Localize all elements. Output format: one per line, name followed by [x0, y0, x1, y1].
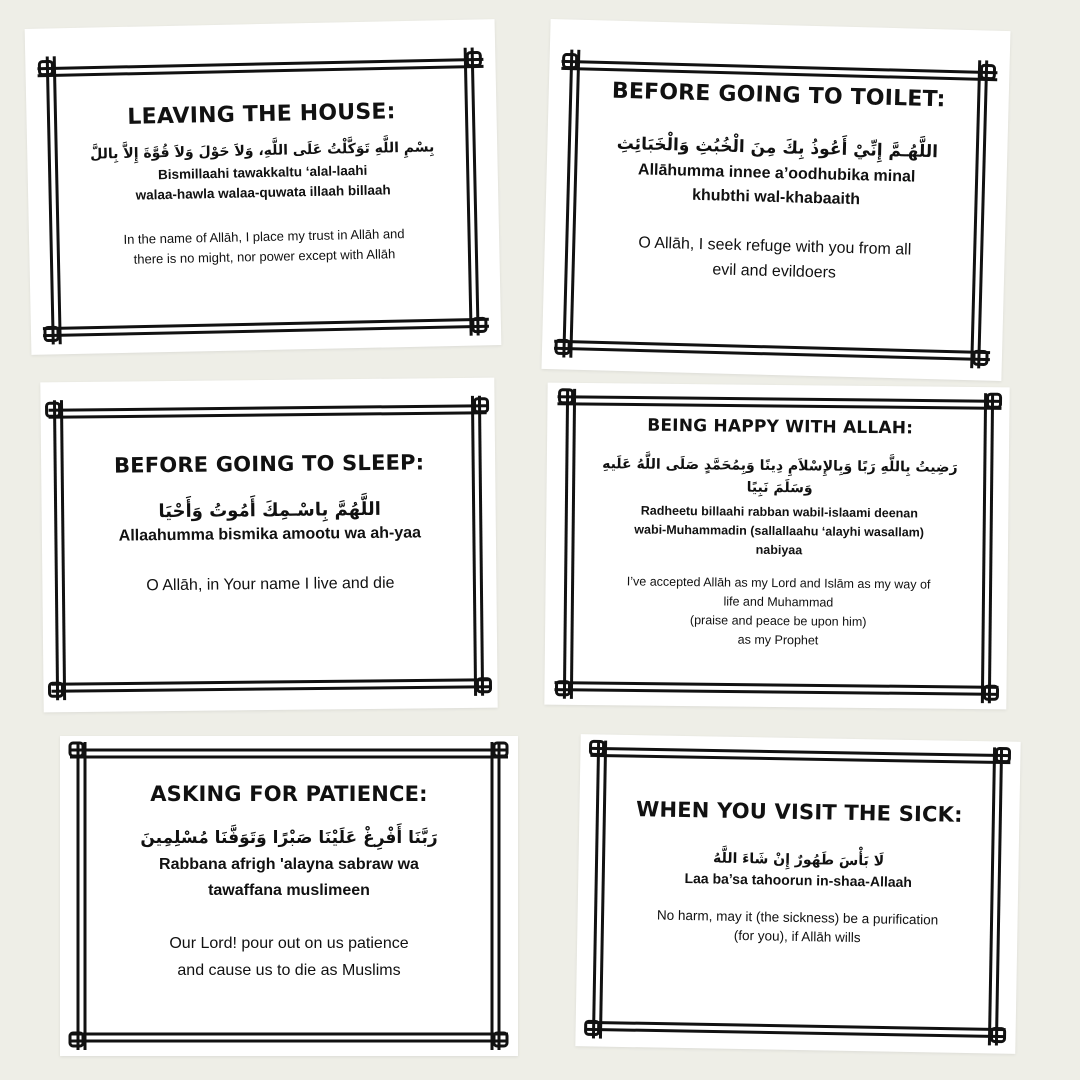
card-title: ASKING FOR PATIENCE: [150, 782, 428, 806]
arabic-dua: لَا بَأْسَ طَهُورٌ إِنْ شَاءَ اللَّهُ [712, 850, 885, 870]
card-title: LEAVING THE HOUSE: [127, 99, 396, 130]
meaning-line: No harm, may it (the sickness) be a purification [656, 907, 939, 928]
card-asking-for-patience [60, 736, 518, 1056]
meaning-line: O Allāh, I seek refuge with you from all [638, 234, 912, 259]
meaning-line: O Allāh, in Your name I live and die [146, 574, 395, 595]
arabic-dua: رَبَّنَا أَفْرِغْ عَلَيْنَا صَبْرًا وَتَوَفَّنَا مُسْلِمِينَ [140, 828, 438, 848]
card-title: BEFORE GOING TO SLEEP: [113, 450, 425, 478]
transliteration-line: Laa ba’sa tahoorun in-shaa-Allaah [684, 870, 913, 890]
transliteration-line: walaa-hawla walaa-quwata illaah billaah [135, 182, 391, 203]
meaning-line: I’ve accepted Allāh as my Lord and Islām as my way of [626, 574, 931, 592]
meaning-line: (for you), if Allāh wills [733, 927, 861, 946]
transliteration-line: Rabbana afrigh 'alayna sabraw wa [159, 856, 419, 873]
transliteration-line: Allaahumma bismika amootu wa ah-yaa [118, 524, 422, 545]
meaning-line: life and Muhammad [723, 594, 834, 610]
card-before-going-to-toilet [541, 19, 1010, 381]
card-title: BEFORE GOING TO TOILET: [611, 78, 946, 113]
card-title: BEING HAPPY WITH ALLAH: [647, 415, 914, 439]
meaning-line: (praise and peace be upon him) [689, 613, 867, 629]
meaning-line: Our Lord! pour out on us patience [169, 935, 409, 952]
arabic-dua: بِسْمِ اللَّهِ تَوَكَّلْتُ عَلَى اللَّهِ، وَلاَ حَوْلَ وَلاَ قُوَّةَ إِلاَّ بِاللَّ [90, 139, 435, 163]
meaning-line: In the name of Allāh, I place my trust in Allāh and [123, 226, 405, 247]
arabic-dua: اللَّهُمَّ بِاسْـمِكَ أَمُوتُ وَأَحْيَا [158, 498, 381, 523]
transliteration-line: khubthi wal-khabaaith [691, 186, 861, 209]
meaning-line: and cause us to die as Muslims [177, 962, 401, 979]
meaning-line: evil and evildoers [712, 261, 837, 282]
card-title: WHEN YOU VISIT THE SICK: [635, 797, 963, 827]
meaning-line: as my Prophet [737, 632, 819, 648]
transliteration-line: nabiyaa [755, 542, 803, 558]
card-before-going-to-sleep [40, 378, 497, 713]
arabic-dua: رَضِيتُ بِاللَّهِ رَبًا وَبِالإِسْلاَمِ دِينًا وَبِمُحَمَّدٍ صَلَى اللَّهُ عَلَيهِ وَسَلَمَ نَبِيًا [602, 456, 958, 497]
card-being-happy-with-allah [544, 383, 1009, 710]
transliteration-line: Allāhumma innee a’oodhubika minal [637, 161, 916, 186]
arabic-dua: اللَّهُـمَّ إِنِّيْ أَعُوذُ بِكَ مِنَ الْخُبُثِ وَالْخَبَائِثِ [616, 133, 939, 163]
transliteration-line: wabi-Muhammadin (sallallaahu ‘alayhi wasallam) [634, 522, 925, 540]
card-leaving-the-house [25, 19, 502, 355]
meaning-line: there is no might, nor power except with Allāh [133, 246, 396, 267]
transliteration-line: Bismillaahi tawakkaltu ‘alal-laahi [157, 162, 368, 183]
transliteration-line: Radheetu billaahi rabban wabil-islaami deenan [640, 503, 918, 521]
card-when-you-visit-the-sick [575, 734, 1020, 1054]
transliteration-line: tawaffana muslimeen [208, 882, 370, 899]
